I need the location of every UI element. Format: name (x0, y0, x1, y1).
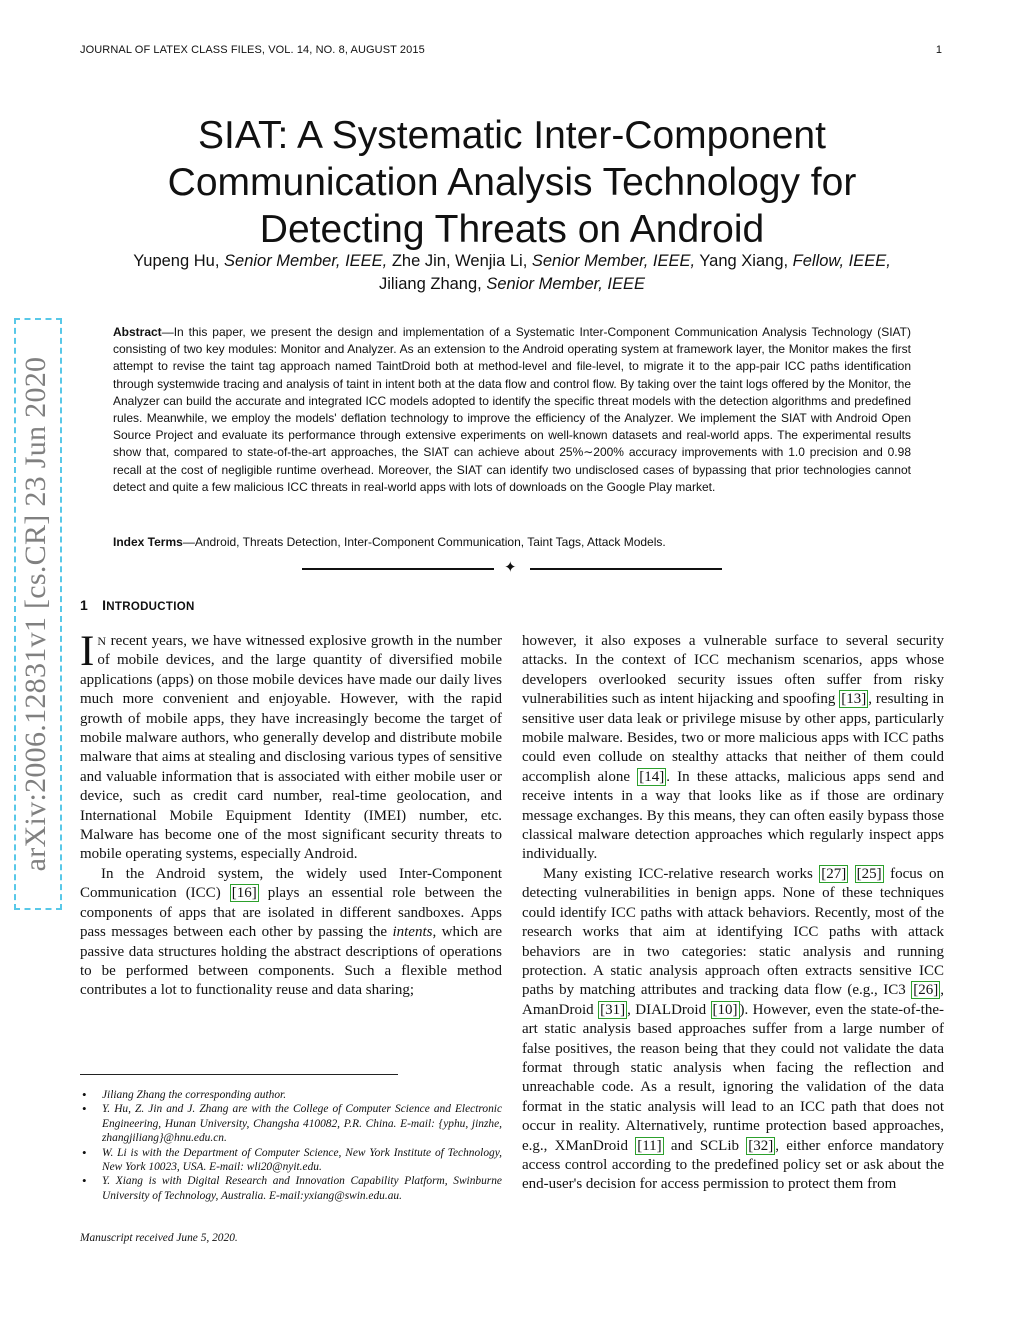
title-line: Communication Analysis Technology for (167, 161, 857, 205)
section-divider (300, 560, 724, 580)
divider-line (302, 568, 494, 570)
author-list (60, 250, 964, 296)
section-title-rest: NTRODUCTION (106, 601, 195, 613)
author-affiliation: Senior Member, IEEE, (224, 252, 388, 270)
paragraph-text: . In these attacks, malicious apps send and receive intents in a way that looks like as if those are ordinary message exchanges. By this means, they can often easily bypass those classical malware detection approaches which regularly inspect apps individually. (522, 768, 945, 863)
paragraph (80, 865, 502, 1001)
paragraph (80, 628, 502, 865)
paragraph-text: , DIALDroid (627, 1001, 711, 1018)
abstract (113, 324, 911, 496)
left-column (80, 628, 503, 1001)
citation-link[interactable]: [16] (231, 885, 257, 902)
footnote-rule (80, 1074, 398, 1075)
footnote-item: • Y. Xiang is with Digital Research and Innovation Capability Platform, Swinburne University of Technology, Australia. E-mail:yxiang@swin.edu.au. (80, 1174, 502, 1203)
paragraph-text: , AmanDroid (522, 982, 944, 1018)
section-number: 1 (80, 597, 89, 613)
index-terms-text: —Android, Threats Detection, Inter-Component Communication, Taint Tags, Attack Models. (182, 535, 666, 549)
author-name: Yang Xiang, (695, 252, 793, 270)
section-heading (80, 597, 195, 613)
paragraph-text: however, it also exposes a vulnerable surface to several security attacks. In the context of ICC mechanism scenarios, apps whose developers overlooked security issues often suffer from risky vulnerabilities such as intent hijacking and spoofing (522, 633, 944, 708)
emphasis: intents (392, 924, 433, 941)
divider-line (530, 568, 722, 570)
paragraph-text: focus on detecting vulnerabilities in benign apps. None of these techniques could identify ICC paths with attack behaviors. Recently, most of the research works that aim at identifying ICC paths with attack behaviors are in two categories: static analysis and running protection. A static analysis approach often extracts sensitive ICC paths by matching attributes and tracking data flow (e.g., IC3 (522, 865, 944, 999)
paper-title (100, 112, 924, 253)
citation-link[interactable]: [27] (821, 865, 847, 882)
citation-link[interactable]: [32] (748, 1137, 774, 1154)
footnote-item: • Jiliang Zhang the corresponding author. (80, 1088, 502, 1102)
author-name: Jiliang Zhang, (379, 275, 487, 293)
paragraph-text: , which are passive data structures holding the abstract descriptions of operations to be performed between components. Such a flexible method contributes a lot to functionality reuse and data sharing; (80, 924, 503, 999)
small-caps-text: N (97, 634, 107, 648)
paragraph-text: , resulting in sensitive user data leak or privilege misuse by other apps, particularly mobile malware. Besides, two or more malicious apps with ICC paths could even collude on stealthy attacks that neither of them could accomplish alone (522, 691, 945, 785)
paragraph (522, 865, 944, 1195)
section-title-initial: I (102, 597, 107, 613)
citation-link[interactable]: [14] (639, 768, 665, 785)
running-header: JOURNAL OF LATEX CLASS FILES, VOL. 14, NO. 8, AUGUST 2015 (80, 44, 425, 56)
author-name: Zhe Jin, Wenjia Li, (387, 252, 532, 270)
citation-link[interactable]: [31] (600, 1001, 626, 1018)
paragraph-text: and SCLib (663, 1137, 747, 1154)
citation-link[interactable]: [25] (856, 865, 882, 882)
paragraph-text: , either enforce mandatory access control according to the predefined policy set or ask about the end-user's decision for access permission to protect them from (522, 1137, 944, 1193)
author-affiliation: Senior Member, IEEE (486, 275, 645, 293)
divider-diamond-icon: ✦ (504, 560, 517, 576)
citation-link[interactable]: [11] (637, 1137, 662, 1154)
paragraph-text: recent years, we have witnessed explosive growth in the number of mobile devices, and the large quantity of diversified mobile applications (apps) on those mobile devices have made our daily lives much more convenient and enjoyable. However, with the rapid growth of mobile apps, they have increasingly become the target of mobile malware authors, who generally develop and distribute mobile malware that aims at stealing and disclosing various types of sensitive and valuable information that is associated with either mobile user or device, such as credit card number, real-time geolocation, and International Mobile Equipment Identity (IMEI) number, etc. Malware has become one of the most significant security threats to mobile operating systems, especially Android. (80, 633, 502, 863)
citation-link[interactable]: [26] (913, 982, 939, 999)
footnote-item: • Y. Hu, Z. Jin and J. Zhang are with the College of Computer Science and Electronic Engineering, Hunan University, Changsha 410082, P.R. China. E-mail: {yphu, jinzhe, zhangjiliang}@hnu.edu.cn. (80, 1102, 502, 1145)
author-affiliation: Senior Member, IEEE, (531, 252, 696, 270)
title-line: Detecting Threats on Android (259, 208, 765, 252)
paragraph-text (848, 866, 854, 882)
title-line: SIAT: A Systematic Inter-Component (198, 114, 826, 158)
footnotes (80, 1088, 502, 1203)
drop-cap: I (80, 628, 95, 675)
paragraph-text: plays an essential role between the components of apps that are isolated in different sandboxes. Apps pass messages between each other by passing the (80, 885, 502, 941)
manuscript-note: Manuscript received June 5, 2020. (80, 1232, 238, 1244)
arxiv-stamp[interactable]: arXiv:2006.12831v1 [cs.CR] 23 Jun 2020 (19, 356, 52, 872)
right-column (522, 632, 944, 1195)
paragraph-text: ). However, even the state-of-the-art static analysis based approaches suffer from a large number of false positives, the reason being that they could not validate the data format through static analysis when facing the reflection and unreachable code. As a result, ignoring the validation of the data format in the static analysis will lead to an ICC path that does not occur in reality. Alternatively, runtime protection based approaches, e.g., XManDroid (522, 1001, 944, 1154)
footnote-item: • W. Li is with the Department of Computer Science, New York Institute of Technology, New York 10023, USA. E-mail: wli20@nyit.edu. (80, 1146, 502, 1175)
index-terms-label: Index Terms (113, 535, 183, 549)
citation-link[interactable]: [10] (712, 1001, 738, 1018)
abstract-text: —In this paper, we present the design and implementation of a Systematic Inter-Component Communication Analysis Technology (SIAT) consisting of two key modules: Monitor and Analyzer. As an extension to the Android operating system at framework layer, the Monitor makes the first attempt to revise the taint tag approach named TaintDroid both at method-level and file-level, to migrate it to the app-pair ICC paths identification through systemwide tracing and analysis of taint in intent both at the data flow and control flow. By taking over the taint logs offered by the Monitor, the Analyzer can build the accurate and integrated ICC models adopted to identify the specific threat models with the detection algorithms and predefined rules. Meanwhile, we employ the models' deflation technology to improve the efficiency of the Analyzer. We implement the SIAT with Android Open Source Project and evaluate its performance through extensive experiments on well-known datasets and real-world apps. The experimental results show that, compared to state-of-the-art approaches, the SIAT can achieve about 25%∼200% accuracy improvements with 1.0 precision and 0.98 recall at the cost of negligible runtime overhead. Moreover, the SIAT can identify two undisclosed cases of bypassing that prior technologies cannot detect and quite a few malicious ICC threats in real-world apps with lots of downloads on the Google Play market. (113, 325, 911, 494)
author-affiliation: Fellow, IEEE, (792, 252, 891, 270)
paragraph (522, 632, 944, 865)
index-terms (113, 534, 911, 551)
page-number: 1 (935, 44, 942, 56)
author-name: Yupeng Hu, (133, 252, 225, 270)
citation-link[interactable]: [13] (841, 691, 867, 708)
paragraph-text: Many existing ICC-relative research works (543, 865, 820, 882)
abstract-label: Abstract (113, 325, 162, 339)
paragraph-text: In the Android system, the widely used Inter-Component Communication (ICC) (80, 865, 502, 902)
